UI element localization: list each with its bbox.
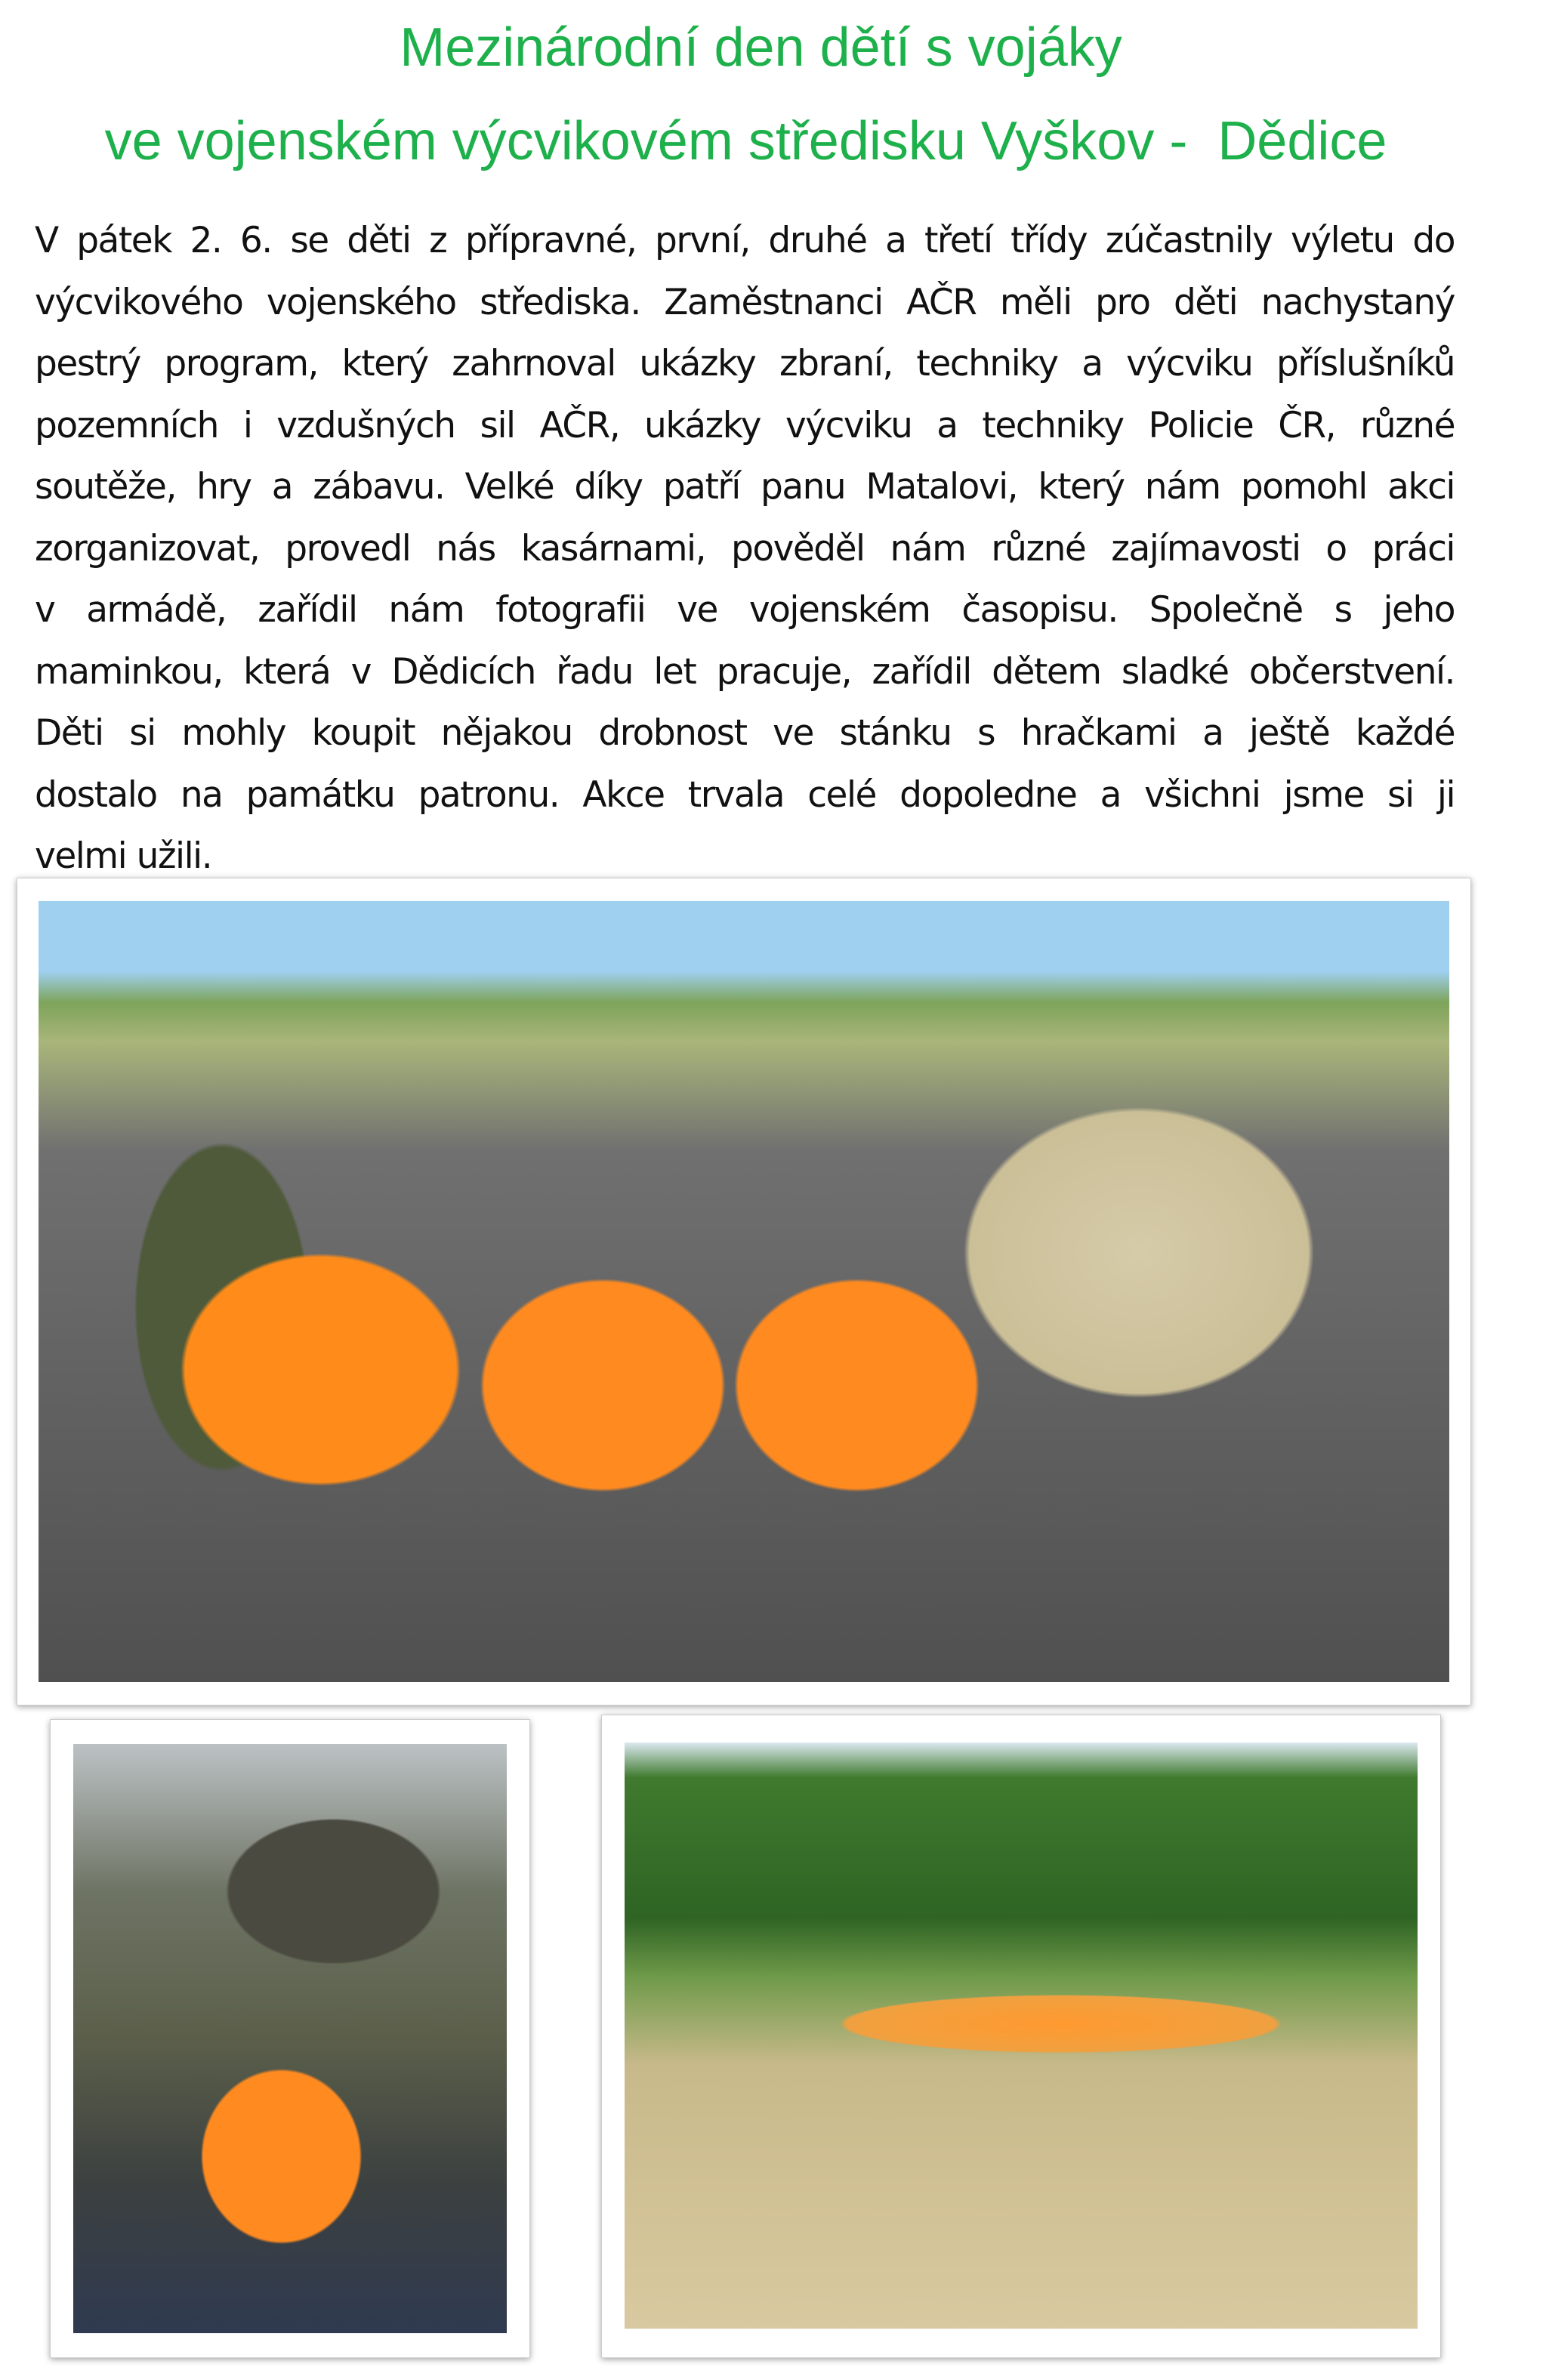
paragraph-line: maminkou, která v Dědicích řadu let pracuje, zařídil dětem sladké občerstvení. [35, 650, 1455, 693]
photo-frame-games [601, 1715, 1441, 2358]
paragraph-line: velmi užili. [35, 835, 212, 877]
paragraph-line: pestrý program, který zahrnoval ukázky zbraní, techniky a výcviku příslušníků [35, 343, 1455, 384]
photo-children-games-field [625, 1743, 1418, 2329]
title-line-1: Mezinárodní den dětí s vojáky [400, 17, 1122, 78]
paragraph-line: výcvikového vojenského střediska. Zaměstnanci AČR měli pro děti nachystaný [35, 281, 1455, 323]
paragraph-line: v armádě, zařídil nám fotografii ve vojenském časopisu. Společně s jeho [35, 589, 1455, 631]
paragraph-line: Děti si mohly koupit nějakou drobnost ve stánku s hračkami a ještě každé [35, 712, 1455, 754]
photo-children-soldiers-vehicle [39, 901, 1449, 1682]
paragraph-line: pozemních i vzdušných sil AČR, ukázky výcviku a techniky Policie ČR, různé [35, 404, 1455, 446]
paragraph-line: zorganizovat, provedl nás kasárnami, pověděl nám různé zajímavosti o práci [35, 527, 1455, 570]
article-paragraph [35, 210, 1455, 887]
paragraph-line: soutěže, hry a zábavu. Velké díky patří panu Matalovi, který nám pomohl akci [35, 466, 1455, 508]
photo-frame-helicopter [50, 1719, 530, 2358]
title-line-2: ve vojenském výcvikovém středisku Vyškov - Dědice [104, 111, 1387, 171]
photo-children-helicopter [73, 1744, 507, 2333]
photo-frame-group-with-soldiers [17, 878, 1471, 1706]
paragraph-line: dostalo na památku patronu. Akce trvala celé dopoledne a všichni jsme si ji [35, 773, 1455, 816]
paragraph-line: V pátek 2. 6. se děti z přípravné, první, druhé a třetí třídy zúčastnily výletu do [35, 220, 1455, 261]
